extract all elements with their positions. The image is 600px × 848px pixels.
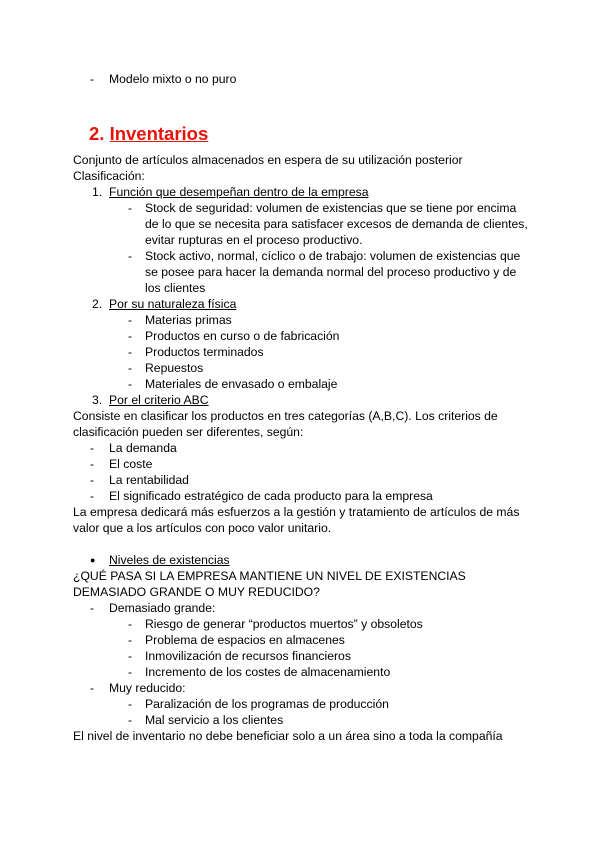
dash-marker: - [128,649,133,663]
nature-item-label: Por su naturaleza física [109,297,237,311]
dash-marker: - [128,633,133,647]
dash-marker: - [90,681,95,695]
stock-activo-line: los clientes [145,281,206,295]
list-item-modelo-mixto: Modelo mixto o no puro [109,72,237,86]
abc-criterion: La rentabilidad [109,473,189,487]
section-heading [89,123,208,145]
nature-sub-item: Materias primas [145,313,232,327]
nature-sub-item: Productos terminados [145,345,264,359]
bullet-marker: ● [90,555,96,565]
niveles-label: Niveles de existencias [109,553,230,567]
definition-text: Conjunto de artículos almacenados en espera de su utilización posterior [73,153,463,167]
nature-sub-item: Materiales de envasado o embalaje [145,377,338,391]
dash-marker: - [128,329,133,343]
dash-marker: - [90,72,95,86]
nature-sub-item: Productos en curso o de fabricación [145,329,340,343]
grande-sub-item: Inmovilización de recursos financieros [145,649,351,663]
stock-activo-line: se posee para hacer la demanda normal del proceso productivo y de [145,265,517,279]
dash-marker: - [90,473,95,487]
dash-marker: - [128,665,133,679]
reducido-sub-item: Paralización de los programas de producción [145,697,389,711]
dash-marker: - [128,361,133,375]
abc-criterion: El significado estratégico de cada producto para la empresa [109,489,433,503]
effort-text-line: valor que a los artículos con poco valor unitario. [73,521,332,535]
abc-criterion: El coste [109,457,153,471]
abc-text-line: clasificación pueden ser diferentes, según: [73,425,304,439]
question-line: ¿QUÉ PASA SI LA EMPRESA MANTIENE UN NIVEL DE EXISTENCIAS [73,569,466,583]
stock-seguridad-line: evitar rupturas en el proceso productivo. [145,233,363,247]
dash-marker: - [128,377,133,391]
clasificacion-label: Clasificación: [73,169,145,183]
grande-sub-item: Incremento de los costes de almacenamiento [145,665,391,679]
stock-activo-line: Stock activo, normal, cíclico o de trabajo: volumen de existencias que [145,249,521,263]
reducido-label: Muy reducido: [109,681,186,695]
dash-marker: - [128,617,133,631]
dash-marker: - [128,345,133,359]
stock-seguridad-line: Stock de seguridad: volumen de existencias que se tiene por encima [145,201,517,215]
stock-seguridad-line: de lo que se necesita para satisfacer excesos de demanda de clientes, [145,217,528,231]
section-number: 2. [89,123,105,144]
dash-marker: - [90,601,95,615]
list-number: 3. [92,393,103,407]
abc-criterion: La demanda [109,441,177,455]
reducido-sub-item: Mal servicio a los clientes [145,713,284,727]
question-line: DEMASIADO GRANDE O MUY REDUCIDO? [73,585,320,599]
abc-text-line: Consiste en clasificar los productos en tres categorías (A,B,C). Los criterios de [73,409,498,423]
abc-item-label: Por el criterio ABC [109,393,209,407]
section-title: Inventarios [109,123,209,144]
dash-marker: - [90,489,95,503]
dash-marker: - [128,201,133,215]
effort-text-line: La empresa dedicará más esfuerzos a la gestión y tratamiento de artículos de más [73,505,520,519]
grande-sub-item: Problema de espacios en almacenes [145,633,345,647]
dash-marker: - [128,313,133,327]
grande-sub-item: Riesgo de generar “productos muertos” y obsoletos [145,617,423,631]
dash-marker: - [90,457,95,471]
list-number: 1. [92,185,103,199]
nature-sub-item: Repuestos [145,361,204,375]
function-item-label: Función que desempeñan dentro de la empresa [109,185,369,199]
dash-marker: - [128,713,133,727]
dash-marker: - [128,697,133,711]
dash-marker: - [128,249,133,263]
list-number: 2. [92,297,103,311]
dash-marker: - [90,441,95,455]
closing-text: El nivel de inventario no debe beneficiar solo a un área sino a toda la compañía [73,729,503,743]
grande-label: Demasiado grande: [109,601,216,615]
